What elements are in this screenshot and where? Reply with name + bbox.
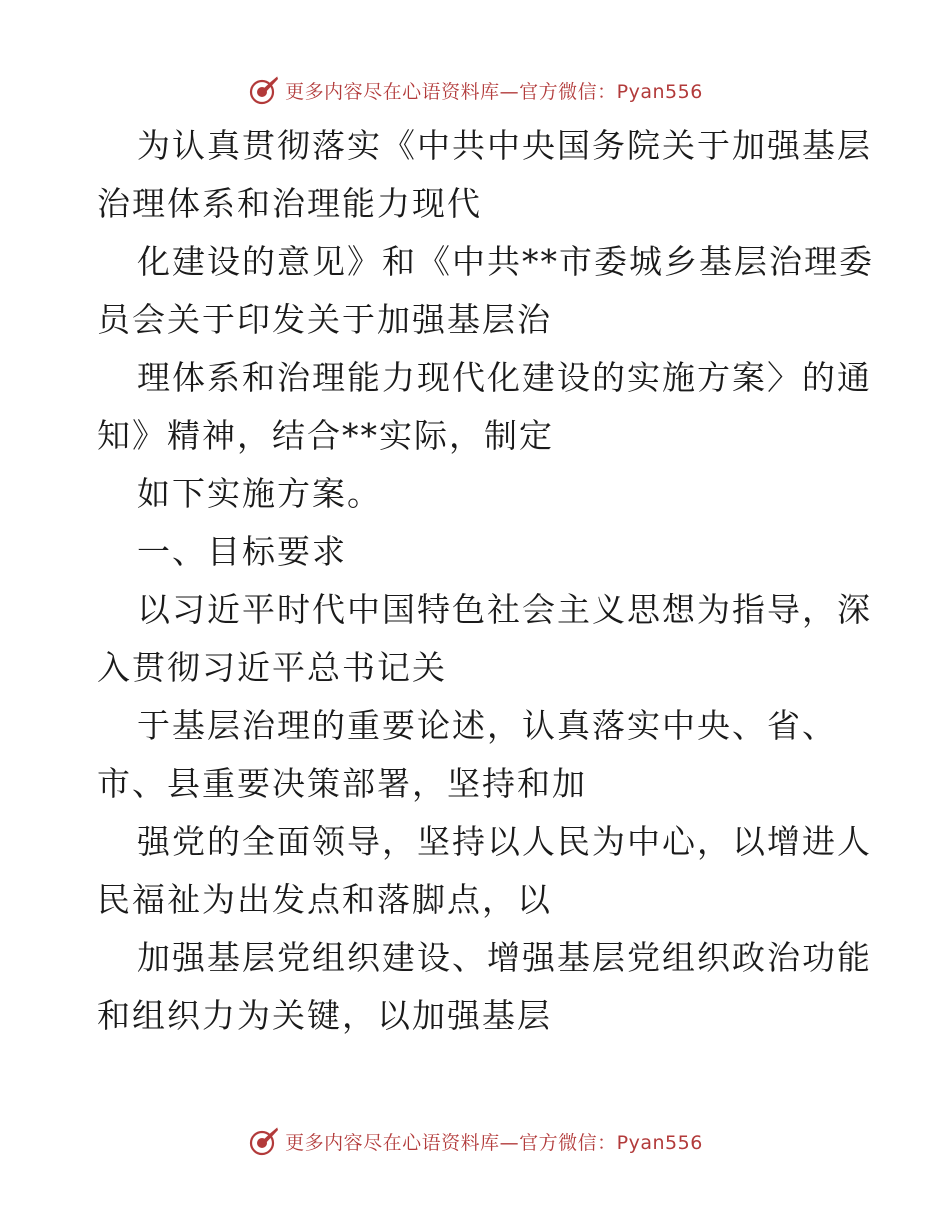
- document-line: 和组织力为关键，以加强基层: [97, 996, 552, 1035]
- document-line: 一、目标要求: [137, 532, 347, 571]
- document-line: 于基层治理的重要论述，认真落实中央、省、: [137, 706, 837, 745]
- document-line: 员会关于印发关于加强基层治: [97, 300, 552, 339]
- quill-logo-icon: [247, 73, 281, 107]
- watermark-text: 更多内容尽在心语资料库—官方微信：Pyan556: [285, 80, 703, 103]
- document-line: 如下实施方案。: [137, 474, 382, 513]
- document-line: 治理体系和治理能力现代: [97, 184, 482, 223]
- document-line: 为认真贯彻落实《中共中央国务院关于加强基层: [137, 126, 872, 165]
- document-line: 理体系和治理能力现代化建设的实施方案〉的通: [137, 358, 872, 397]
- quill-logo-icon: [247, 1124, 281, 1158]
- footer-watermark: [0, 1121, 950, 1161]
- document-body: [97, 117, 874, 1045]
- document-line: 以习近平时代中国特色社会主义思想为指导，深: [137, 590, 872, 629]
- document-line: 化建设的意见》和《中共**市委城乡基层治理委: [137, 242, 874, 281]
- document-line: 入贯彻习近平总书记关: [97, 648, 447, 687]
- document-line: 民福祉为出发点和落脚点，以: [97, 880, 552, 919]
- watermark-text: 更多内容尽在心语资料库—官方微信：Pyan556: [285, 1131, 703, 1154]
- document-line: 强党的全面领导，坚持以人民为中心，以增进人: [137, 822, 872, 861]
- document-line: 市、县重要决策部署，坚持和加: [97, 764, 587, 803]
- document-line: 知》精神，结合**实际，制定: [97, 416, 554, 455]
- document-line: 加强基层党组织建设、增强基层党组织政治功能: [137, 938, 872, 977]
- header-watermark: [0, 70, 950, 110]
